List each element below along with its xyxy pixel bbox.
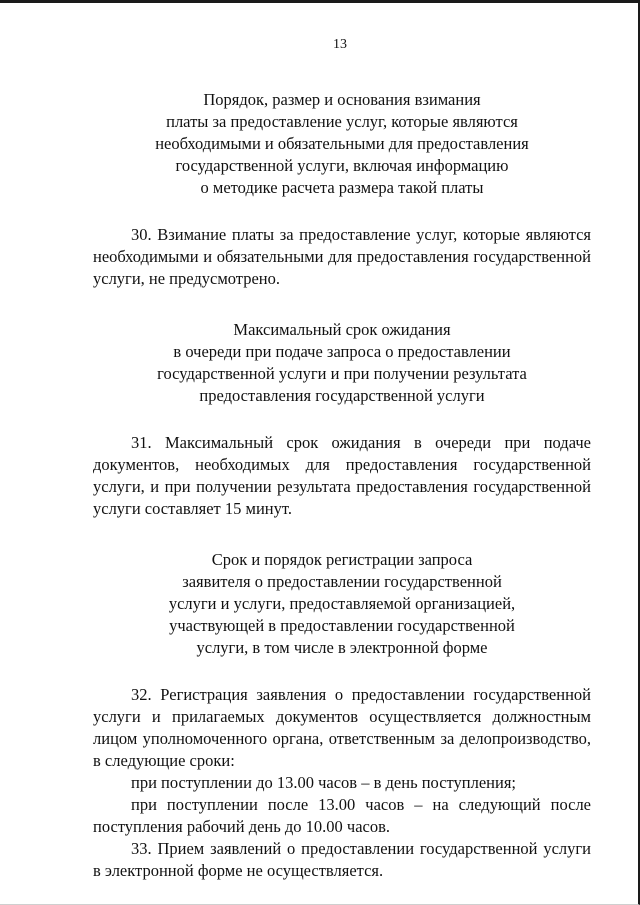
section-heading-queue-time bbox=[93, 319, 591, 407]
heading-line: в очереди при подаче запроса о предоставлении bbox=[173, 342, 511, 361]
heading-line: платы за предоставление услуг, которые являются bbox=[166, 112, 518, 131]
paragraph-32-item-before-13: при поступлении до 13.00 часов – в день поступления; bbox=[131, 773, 516, 792]
heading-line: Максимальный срок ожидания bbox=[233, 320, 451, 339]
heading-line: Срок и порядок регистрации запроса bbox=[211, 550, 473, 569]
page-number: 13 bbox=[333, 37, 347, 52]
heading-line: заявителя о предоставлении государственной bbox=[182, 572, 502, 591]
paragraph-30: 30. Взимание платы за предоставление услуг, которые являются необходимыми и обязательными для предоставления государственной услуги, не предусмотрено. bbox=[93, 225, 591, 288]
document-body bbox=[93, 89, 591, 882]
section-heading-registration bbox=[93, 549, 591, 659]
heading-line: участвующей в предоставлении государственной bbox=[169, 616, 515, 635]
paragraph-33: 33. Прием заявлений о предоставлении государственной услуги в электронной форме не осуществляется. bbox=[93, 839, 591, 880]
heading-line: государственной услуги и при получении результата bbox=[157, 364, 527, 383]
paragraph-32: 32. Регистрация заявления о предоставлении государственной услуги и прилагаемых документов осуществляется должностным лицом уполномоченного органа, ответственным за делопроизводство, в следующие сроки: bbox=[93, 685, 591, 770]
heading-line: необходимыми и обязательными для предоставления bbox=[155, 134, 529, 153]
section-heading-payment bbox=[93, 89, 591, 199]
heading-line: государственной услуги, включая информацию bbox=[175, 156, 509, 175]
heading-line: предоставления государственной услуги bbox=[199, 386, 485, 405]
paragraph-31: 31. Максимальный срок ожидания в очереди при подаче документов, необходимых для предоставления государственной услуги, и при получении результата предоставления государственной услуги составляет 15 минут. bbox=[93, 433, 591, 518]
heading-line: услуги, в том числе в электронной форме bbox=[196, 638, 488, 657]
heading-line: Порядок, размер и основания взимания bbox=[203, 90, 481, 109]
paragraph-32-item-after-13: при поступлении после 13.00 часов – на следующий после поступления рабочий день до 10.00 часов. bbox=[93, 795, 591, 836]
heading-line: о методике расчета размера такой платы bbox=[200, 178, 484, 197]
heading-line: услуги и услуги, предоставляемой организацией, bbox=[168, 594, 516, 613]
